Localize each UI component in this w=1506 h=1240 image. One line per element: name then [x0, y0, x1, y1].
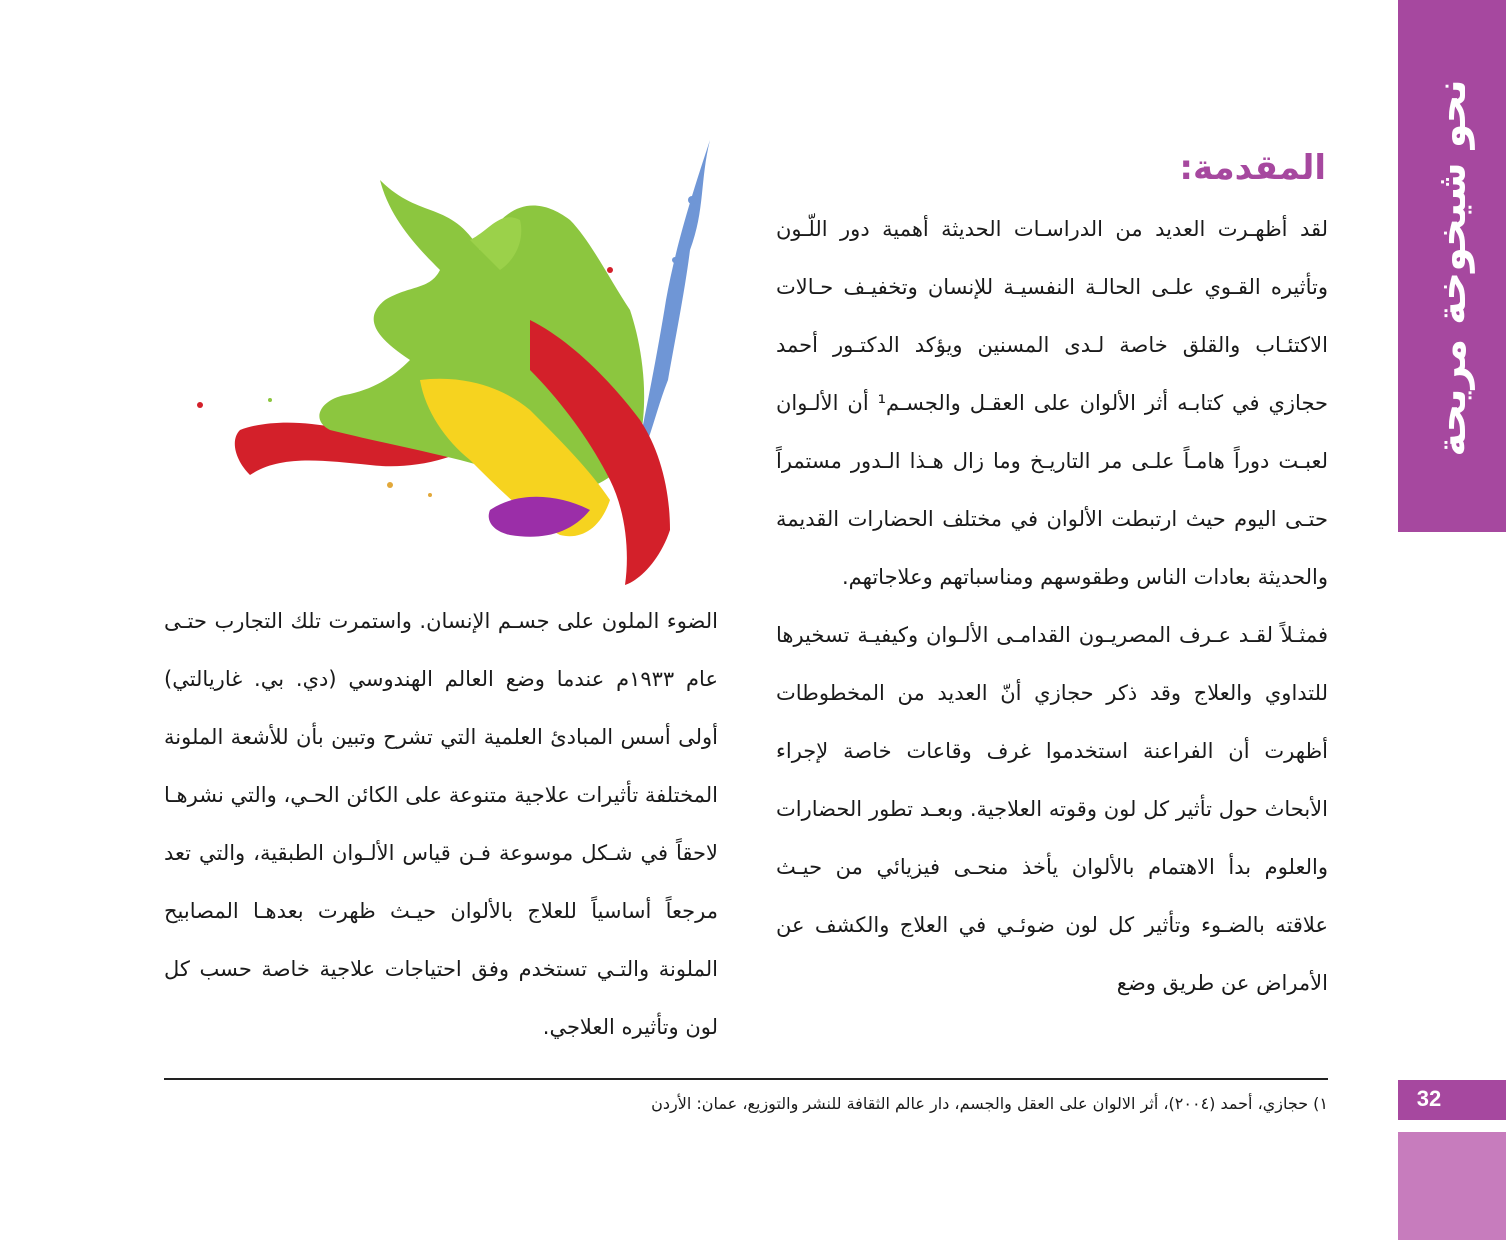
- section-heading: المقدمة:: [1179, 148, 1326, 188]
- paint-drop: [428, 493, 432, 497]
- footnote-divider: [164, 1078, 1328, 1080]
- paint-drop: [197, 402, 203, 408]
- paragraph-1: لقد أظهـرت العديد من الدراسـات الحديثة أهمية دور اللّـون وتأثيره القـوي علـى الحالـة النفسيـة للإنسان وتخفيـف حـالات الاكتئـاب والقلق خاصة لـدى المسنين ويؤكد الدكتـور أحمد حجازي في كتابـه أثر الألوان على العقـل والجسـم¹ أن الألـوان لعبـت دوراً هامـاً علـى مر التاريـخ وما زال هـذا الـدور مستمراً حتـى اليوم حيث ارتبطت الألوان في مختلف الحضارات القديمة والحديثة بعادات الناس وطقوسهم ومناسباتهم وعلاجاتهم.: [776, 217, 1328, 589]
- left-column: [164, 592, 718, 1056]
- paragraph-2: فمثـلاً لقـد عـرف المصريـون القدامـى الألـوان وكيفيـة تسخيرها للتداوي والعلاج وقد ذكر حجازي أنّ العديد من المخطوطات أظهرت أن الفراعنة استخدموا غرف وقاعات خاصة لإجراء الأبحاث حول تأثير كل لون وقوته العلاجية. وبعـد تطور الحضارات والعلوم بدأ الاهتمام بالألوان يأخذ منحـى فيزيائي من حيـث علاقته بالضـوء وتأثير كل لون ضوئـي في العلاج والكشف عن الأمراض عن طريق وضع: [776, 623, 1328, 995]
- decorative-block: [1398, 1132, 1506, 1240]
- footnote: ١) حجازي، أحمد (٢٠٠٤)، أثر الالوان على العقل والجسم، دار عالم الثقافة للنشر والتوزيع، عمان: الأردن: [651, 1094, 1328, 1113]
- paint-drop: [607, 267, 613, 273]
- side-tab: [1398, 0, 1506, 532]
- blue-drop: [672, 257, 678, 263]
- page-number: 32: [1416, 1086, 1442, 1111]
- blue-drop: [688, 196, 696, 204]
- blue-splash: [640, 140, 710, 440]
- paragraph-3: الضوء الملون على جسـم الإنسان. واستمرت تلك التجارب حتـى عام ١٩٣٣م عندما وضع العالم الهندوسي (دي. بي. غاريالتي) أولى أسس المبادئ العلمية التي تشرح وتبين بأن للأشعة الملونة المختلفة تأثيرات علاجية متنوعة على الكائن الحـي، والتي نشرهـا لاحقاً في شـكل موسوعة فـن قياس الألـوان الطبقية، والتي تعد مرجعاً أساسياً للعلاج بالألوان حيـث ظهرت بعدهـا المصابيح الملونة والتـي تستخدم وفق احتياجات علاجية خاصة حسب كل لون وتأثيره العلاجي.: [164, 609, 718, 1039]
- right-column: [776, 200, 1328, 1012]
- book-title: نحو شيخوخة مريحة: [1429, 79, 1475, 457]
- paint-drop: [387, 482, 393, 488]
- paint-drop: [268, 398, 272, 402]
- paint-splash-image: [170, 140, 720, 588]
